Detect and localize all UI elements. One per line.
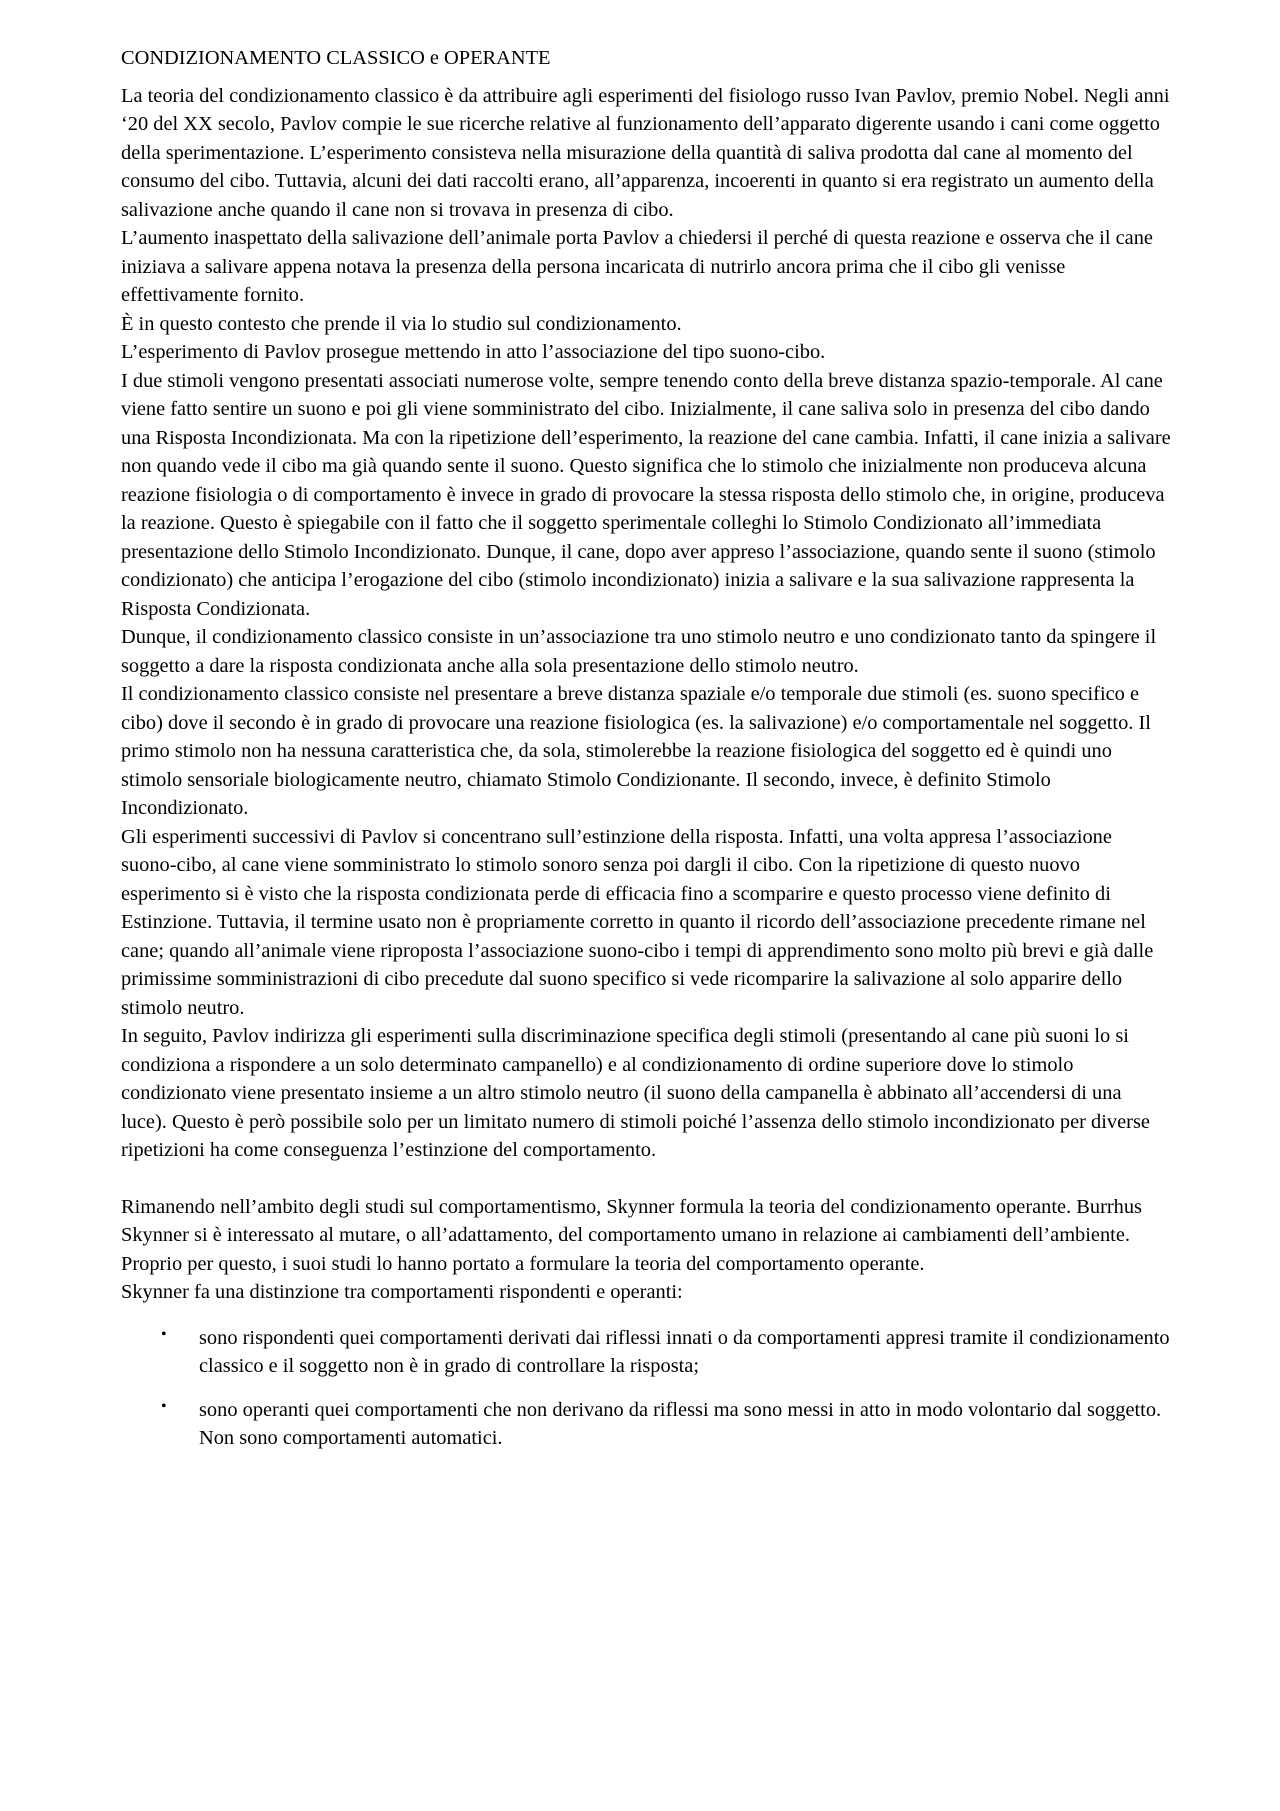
list-item-text: sono rispondenti quei comportamenti derivati dai riflessi innati o da comportamenti appresi tramite il condizionamento classico e il soggetto non è in grado di controllare la risposta; xyxy=(199,1326,1170,1377)
list-item-text: sono operanti quei comportamenti che non derivano da riflessi ma sono messi in atto in modo volontario dal soggetto. Non sono comportamenti automatici. xyxy=(199,1398,1162,1449)
paragraph: La teoria del condizionamento classico è da attribuire agli esperimenti del fisiologo russo Ivan Pavlov, premio Nobel. Negli anni ‘20 del XX secolo, Pavlov compie le sue ricerche relative al funzionamento dell’apparato digerente usando i cani come oggetto della sperimentazione. L’esperimento consisteva nella misurazione della quantità di saliva prodotta dal cane al momento del consumo del cibo. Tuttavia, alcuni dei dati raccolti erano, all’apparenza, incoerenti in quanto si era registrato un aumento della salivazione anche quando il cane non si trovava in presenza di cibo. xyxy=(121,84,1170,221)
bullet-icon: • xyxy=(161,1325,167,1343)
section-operant-conditioning xyxy=(121,1193,1171,1307)
paragraph: Skynner fa una distinzione tra comportamenti rispondenti e operanti: xyxy=(121,1281,683,1303)
bullet-list xyxy=(121,1324,1171,1453)
document-page xyxy=(121,44,1171,1468)
paragraph: In seguito, Pavlov indirizza gli esperimenti sulla discriminazione specifica degli stimoli (presentando al cane più suoni lo si condiziona a rispondere a un solo determinato campanello) e al condizionamento di ordine superiore dove lo stimolo condizionato viene presentato insieme a un altro stimolo neutro (il suono della campanella è abbinato all’accendersi di una luce). Questo è però possibile solo per un limitato numero di stimoli poiché l’assenza dello stimolo incondizionato per diverse ripetizioni ha come conseguenza l’estinzione del comportamento. xyxy=(121,1025,1150,1161)
paragraph: Rimanendo nell’ambito degli studi sul comportamentismo, Skynner formula la teoria del condizionamento operante. Burrhus Skynner si è interessato al mutare, o all’adattamento, del comportamento umano in relazione ai cambiamenti dell’ambiente. Proprio per questo, i suoi studi lo hanno portato a formulare la teoria del comportamento operante. xyxy=(121,1195,1142,1275)
document-title: CONDIZIONAMENTO CLASSICO e OPERANTE xyxy=(121,47,551,69)
paragraph: Il condizionamento classico consiste nel presentare a breve distanza spaziale e/o temporale due stimoli (es. suono specifico e cibo) dove il secondo è in grado di provocare una reazione fisiologica (es. la salivazione) e/o comportamentale nel soggetto. Il primo stimolo non ha nessuna caratteristica che, da sola, stimolerebbe la reazione fisiologica del soggetto ed è quindi uno stimolo sensoriale biologicamente neutro, chiamato Stimolo Condizionante. Il secondo, invece, è definito Stimolo Incondizionato. xyxy=(121,683,1151,819)
paragraph: Dunque, il condizionamento classico consiste in un’associazione tra uno stimolo neutro e uno condizionato tanto da spingere il soggetto a dare la risposta condizionata anche alla sola presentazione dello stimolo neutro. xyxy=(121,626,1157,677)
paragraph: L’aumento inaspettato della salivazione dell’animale porta Pavlov a chiedersi il perché di questa reazione e osserva che il cane iniziava a salivare appena notava la presenza della persona incaricata di nutrirlo ancora prima che il cibo gli venisse effettivamente fornito. xyxy=(121,227,1153,306)
paragraph: I due stimoli vengono presentati associati numerose volte, sempre tenendo conto della breve distanza spazio-temporale. Al cane viene fatto sentire un suono e poi gli viene somministrato del cibo. Inizialmente, il cane saliva solo in presenza del cibo dando una Risposta Incondizionata. Ma con la ripetizione dell’esperimento, la reazione del cane cambia. Infatti, il cane inizia a salivare non quando vede il cibo ma già quando sente il suono. Questo significa che lo stimolo che inizialmente non produceva alcuna reazione fisiologia o di comportamento è invece in grado di provocare la stessa risposta dello stimolo che, in origine, produceva la reazione. Questo è spiegabile con il fatto che il soggetto sperimentale colleghi lo Stimolo Condizionato all’immediata presentazione dello Stimolo Incondizionato. Dunque, il cane, dopo aver appreso l’associazione, quando sente il suono (stimolo condizionato) che anticipa l’erogazione del cibo (stimolo incondizionato) inizia a salivare e la sua salivazione rappresenta la Risposta Condizionata. xyxy=(121,369,1171,620)
paragraph: È in questo contesto che prende il via lo studio sul condizionamento. xyxy=(121,312,682,335)
section-classical-conditioning xyxy=(121,82,1171,1165)
paragraph: Gli esperimenti successivi di Pavlov si concentrano sull’estinzione della risposta. Infatti, una volta appresa l’associazione suono-cibo, al cane viene somministrato lo stimolo sonoro senza poi dargli il cibo. Con la ripetizione di questo nuovo esperimento si è visto che la risposta condizionata perde di efficacia fino a scomparire e questo processo viene definito di Estinzione. Tuttavia, il termine usato non è propriamente corretto in quanto il ricordo dell’associazione precedente rimane nel cane; quando all’animale viene riproposta l’associazione suono-cibo i tempi di apprendimento sono molto più brevi e già dalle primissime somministrazioni di cibo precedute dal suono specifico si vede ricomparire la salivazione al solo apparire dello stimolo neutro. xyxy=(121,825,1154,1019)
list-item xyxy=(121,1396,1171,1453)
paragraph: L’esperimento di Pavlov prosegue mettendo in atto l’associazione del tipo suono-cibo. xyxy=(121,341,826,363)
bullet-icon: • xyxy=(161,1397,167,1415)
list-item xyxy=(121,1324,1171,1381)
